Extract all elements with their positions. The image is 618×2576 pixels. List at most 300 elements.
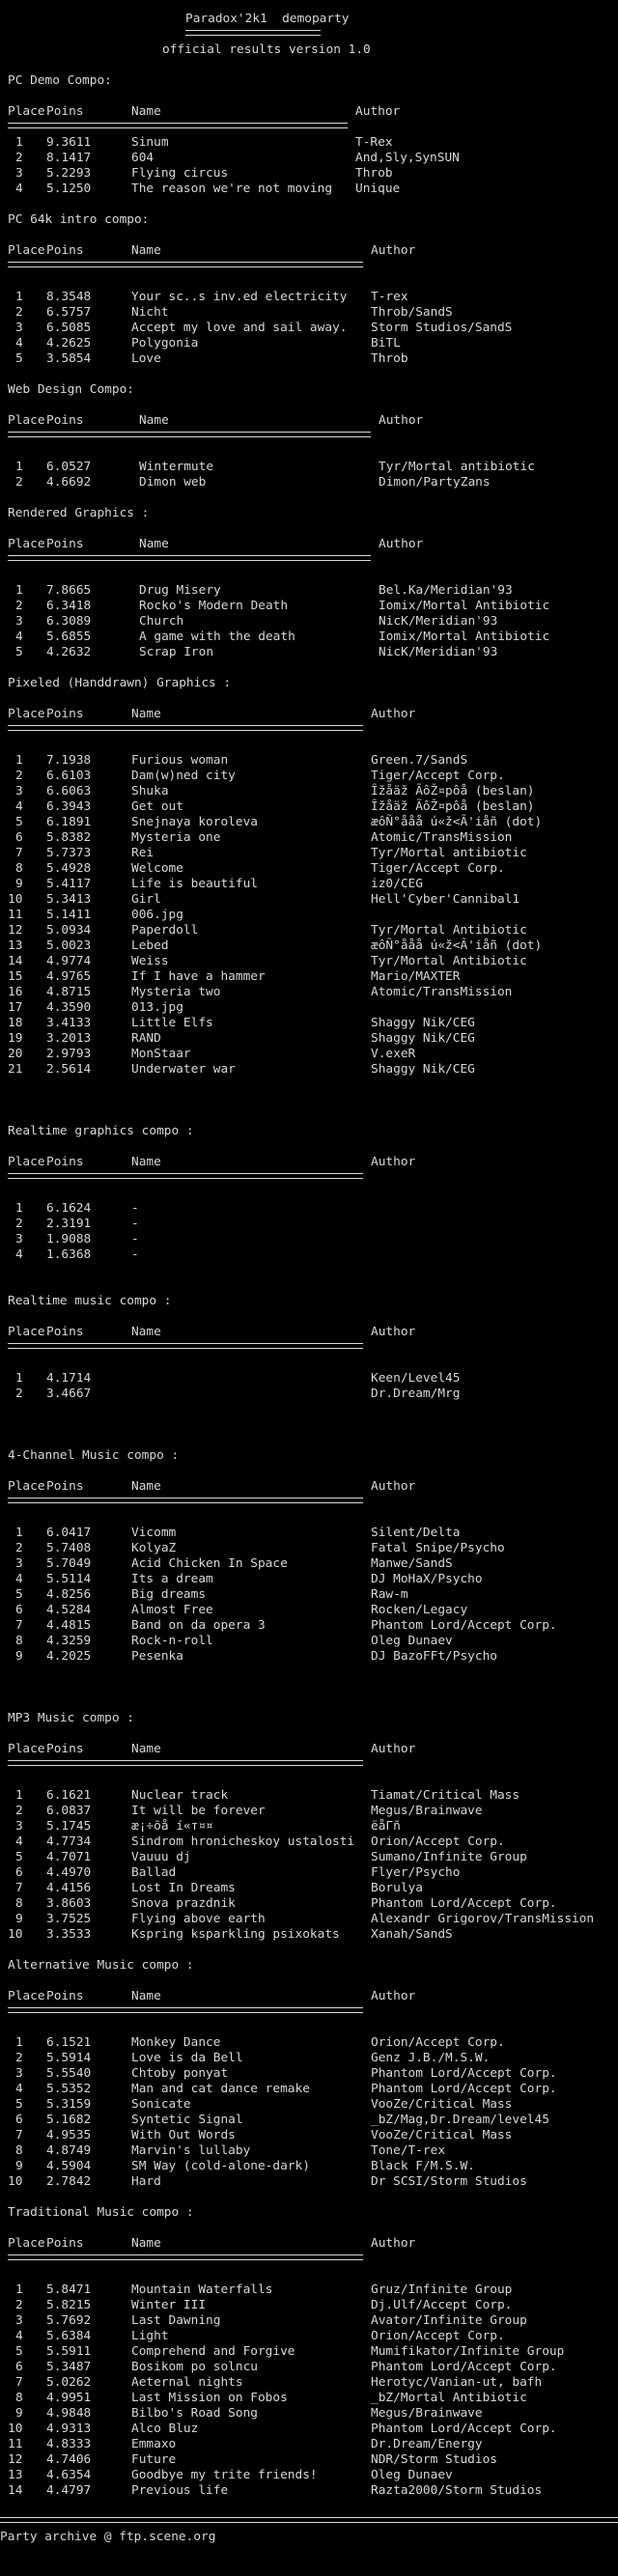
result-place: 10 (8, 1927, 23, 1942)
compo-title: PC Demo Compo: (8, 73, 112, 88)
result-row (8, 1247, 618, 1263)
result-row (8, 2082, 618, 2097)
result-row (8, 182, 618, 197)
result-row (8, 1927, 618, 1943)
result-row (8, 2422, 618, 2437)
result-author: Throb/SandS (371, 305, 453, 320)
result-author: Hell'Cyber'Cannibal1 (371, 892, 520, 907)
result-points: 5.4928 (46, 861, 92, 876)
result-points: 5.5540 (46, 2066, 92, 2081)
compo-list (8, 73, 618, 2514)
result-author: Dr.Dream/Energy (371, 2437, 483, 2451)
result-row (8, 1062, 618, 1078)
table-header-row (8, 1479, 618, 1495)
compo-title-row (8, 2205, 618, 2221)
result-place: 1 (15, 1526, 23, 1540)
column-header: Poins (46, 1989, 84, 2003)
result-row (8, 1232, 618, 1247)
column-header: Author (379, 413, 424, 428)
result-row (8, 1541, 618, 1556)
header-rule (8, 262, 363, 267)
result-points: 6.6063 (46, 784, 92, 798)
compo-section (8, 73, 618, 212)
result-entry-name: Light (131, 2329, 169, 2343)
column-header: Poins (46, 2236, 84, 2251)
result-place: 9 (15, 1649, 23, 1664)
result-row (8, 2344, 618, 2360)
result-author: VooZe/Critical Mass (371, 2128, 513, 2142)
column-header: Author (371, 243, 416, 258)
result-entry-name: Flying above earth (131, 1912, 266, 1926)
result-author: Îžåäž ÃôŽ¤pôå (beslan) (371, 799, 535, 814)
compo-title: Alternative Music compo : (8, 1958, 194, 1973)
result-author: DJ MoHaX/Psycho (371, 1572, 483, 1586)
result-row (8, 892, 618, 908)
result-place: 8 (15, 2391, 23, 2405)
result-entry-name: Sindrom hronicheskoy ustalosti (131, 1834, 355, 1849)
result-row (8, 969, 618, 985)
result-author: Oleg Dunaev (371, 2468, 453, 2482)
result-row (8, 1572, 618, 1587)
result-points: 6.1624 (46, 1201, 92, 1216)
column-header: Poins (46, 707, 84, 721)
result-author: Tyr/Mortal Antibiotic (371, 923, 527, 938)
table-header-row (8, 243, 618, 259)
result-points: 5.5914 (46, 2051, 92, 2065)
result-place: 21 (8, 1062, 23, 1077)
result-points: 3.3533 (46, 1927, 92, 1942)
result-entry-name: Monkey Dance (131, 2035, 221, 2050)
compo-title-row (8, 506, 618, 521)
result-points: 1.6368 (46, 1247, 92, 1262)
result-points: 5.0023 (46, 938, 92, 953)
result-row (8, 1634, 618, 1649)
result-row (8, 1031, 618, 1047)
result-row (8, 1016, 618, 1031)
result-author: Phantom Lord/Accept Corp. (371, 2422, 557, 2436)
result-place: 2 (15, 151, 23, 165)
result-author: Phantom Lord/Accept Corp. (371, 1896, 557, 1911)
result-entry-name: Mysteria one (131, 830, 221, 845)
result-place: 3 (15, 2313, 23, 2328)
footer-row (0, 2530, 618, 2545)
result-row (8, 877, 618, 892)
header-rule-row (8, 1340, 618, 1356)
column-header: Poins (46, 1325, 84, 1339)
result-place: 2 (15, 1217, 23, 1231)
result-author: iz0/CEG (371, 877, 423, 891)
result-entry-name: Life is beautiful (131, 877, 258, 891)
result-place: 8 (15, 861, 23, 876)
result-place: 11 (8, 2437, 23, 2451)
result-author: Unique (355, 182, 401, 196)
header-rule (8, 555, 371, 561)
table-header-row (8, 1989, 618, 2004)
column-header: Author (371, 2236, 416, 2251)
result-points: 3.4133 (46, 1016, 92, 1030)
result-row (8, 1371, 618, 1386)
result-row (8, 166, 618, 182)
result-points: 4.2025 (46, 1649, 92, 1664)
table-header-row (8, 413, 618, 429)
result-place: 2 (15, 475, 23, 490)
result-points: 4.4970 (46, 1865, 92, 1880)
column-header: Place (8, 1479, 45, 1494)
column-header: Poins (46, 537, 84, 551)
result-place: 1 (15, 460, 23, 474)
result-author: Tiamat/Critical Mass (371, 1788, 520, 1803)
result-author: Genz J.B./M.S.W. (371, 2051, 491, 2065)
result-place: 5 (15, 1850, 23, 1864)
result-row (8, 1386, 618, 1402)
result-points: 5.0934 (46, 923, 92, 938)
compo-section (8, 382, 618, 506)
compo-title-row (8, 1294, 618, 1309)
result-row (8, 908, 618, 923)
result-row (8, 460, 618, 475)
compo-section (8, 212, 618, 382)
result-author: V.exeR (371, 1047, 416, 1061)
result-author: _bZ/Mag,Dr.Dream/level45 (371, 2113, 549, 2127)
result-place: 7 (15, 2128, 23, 2142)
column-header: Name (131, 2236, 161, 2251)
footer-rule (0, 2517, 618, 2523)
column-header: Poins (46, 1155, 84, 1169)
result-place: 1 (15, 1371, 23, 1386)
result-place: 4 (15, 2329, 23, 2343)
result-author: Xanah/SandS (371, 1927, 453, 1942)
result-row (8, 1649, 618, 1665)
result-row (8, 2159, 618, 2174)
result-points: 5.7408 (46, 1541, 92, 1555)
column-header: Poins (46, 1742, 84, 1756)
result-row (8, 614, 618, 630)
header-rule-row (8, 1757, 618, 1773)
result-points: 8.3548 (46, 290, 92, 304)
table-header-row (8, 537, 618, 552)
result-place: 6 (15, 1865, 23, 1880)
column-header: Name (131, 1155, 161, 1169)
result-points: 7.8665 (46, 583, 92, 598)
result-author: Phantom Lord/Accept Corp. (371, 2360, 557, 2374)
result-points: 1.9088 (46, 1232, 92, 1246)
result-author: NDR/Storm Studios (371, 2452, 497, 2467)
result-place: 6 (15, 830, 23, 845)
result-author: Dimon/PartyZans (379, 475, 491, 490)
result-points: 4.8256 (46, 1587, 92, 1602)
result-points: 6.3943 (46, 799, 92, 814)
result-entry-name: MonStaar (131, 1047, 191, 1061)
result-points: 4.3590 (46, 1000, 92, 1015)
result-place: 1 (15, 290, 23, 304)
table-header-row (8, 1325, 618, 1340)
result-entry-name: The reason we're not moving (131, 182, 333, 196)
result-points: 2.9793 (46, 1047, 92, 1061)
column-header: Author (371, 1479, 416, 1494)
compo-title-row (8, 1711, 618, 1726)
column-header: Author (379, 537, 424, 551)
column-header: Author (371, 707, 416, 721)
result-points: 4.8333 (46, 2437, 92, 2451)
header-rule-row (8, 429, 618, 444)
result-points: 5.3159 (46, 2097, 92, 2112)
result-points: 5.3487 (46, 2360, 92, 2374)
result-row (8, 135, 618, 151)
result-row (8, 1819, 618, 1834)
result-place: 13 (8, 2468, 23, 2482)
compo-title-row (8, 1124, 618, 1139)
compo-title: PC 64k intro compo: (8, 212, 150, 227)
result-row (8, 861, 618, 877)
result-row (8, 599, 618, 614)
result-place: 5 (15, 351, 23, 366)
result-entry-name: Aeternal nights (131, 2375, 243, 2390)
result-row (8, 2143, 618, 2159)
result-author: Îžåäž ÃôŽ¤pôå (beslan) (371, 784, 535, 798)
result-entry-name: Scrap Iron (139, 645, 214, 659)
compo-section (8, 1958, 618, 2205)
result-points: 4.3259 (46, 1634, 92, 1648)
result-points: 5.6384 (46, 2329, 92, 2343)
result-row (8, 769, 618, 784)
column-header: Place (8, 243, 45, 258)
result-author: Orion/Accept Corp. (371, 2035, 505, 2050)
compo-title: Traditional Music compo : (8, 2205, 194, 2220)
result-author: Throb (355, 166, 393, 181)
result-entry-name: Marvin's lullaby (131, 2143, 251, 2158)
result-row (8, 985, 618, 1000)
header-rule-row (8, 1170, 618, 1186)
result-row (8, 1556, 618, 1572)
result-place: 2 (15, 769, 23, 783)
result-points: 6.0527 (46, 460, 92, 474)
result-place: 3 (15, 166, 23, 181)
result-place: 16 (8, 985, 23, 999)
result-place: 7 (15, 1881, 23, 1895)
result-place: 19 (8, 1031, 23, 1046)
compo-section (8, 1448, 618, 1711)
result-author: Dr.Dream/Mrg (371, 1386, 461, 1401)
result-entry-name: KolyaZ (131, 1541, 177, 1555)
result-entry-name: Lost In Dreams (131, 1881, 236, 1895)
result-entry-name: Polygonia (131, 336, 199, 350)
result-entry-name: Pesenka (131, 1649, 183, 1664)
result-points: 3.5854 (46, 351, 92, 366)
result-entry-name: SM Way (cold-alone-dark) (131, 2159, 310, 2173)
result-place: 4 (15, 1572, 23, 1586)
result-entry-name: Mysteria two (131, 985, 221, 999)
result-author: Atomic/TransMission (371, 830, 513, 845)
result-points: 5.1250 (46, 182, 92, 196)
result-entry-name: Winter III (131, 2298, 207, 2312)
result-place: 3 (15, 2066, 23, 2081)
column-header: Author (371, 1325, 416, 1339)
result-row (8, 351, 618, 367)
title-underline-row (8, 27, 618, 42)
result-entry-name: Almost Free (131, 1603, 213, 1617)
result-entry-name: Little Elfs (131, 1016, 213, 1030)
result-row (8, 630, 618, 645)
column-header: Place (8, 413, 45, 428)
result-points: 5.5114 (46, 1572, 92, 1586)
result-author: Mario/MAXTER (371, 969, 461, 984)
party-title: Paradox'2k1 demoparty (185, 12, 350, 26)
result-entry-name: 006.jpg (131, 908, 183, 922)
result-points: 5.5352 (46, 2082, 92, 2096)
result-entry-name: - (131, 1217, 139, 1231)
column-header: Name (131, 707, 161, 721)
result-place: 12 (8, 2452, 23, 2467)
result-points: 5.6855 (46, 630, 92, 644)
result-points: 6.3418 (46, 599, 92, 613)
result-points: 5.5911 (46, 2344, 92, 2359)
result-place: 7 (15, 1618, 23, 1633)
result-place: 4 (15, 799, 23, 814)
result-author: Iomix/Mortal Antibiotic (379, 630, 550, 644)
result-entry-name: RAND (131, 1031, 161, 1046)
compo-title: Pixeled (Handdrawn) Graphics : (8, 676, 232, 690)
column-header: Place (8, 537, 45, 551)
result-author: Tyr/Mortal antibiotic (371, 846, 527, 860)
result-entry-name: Snejnaya koroleva (131, 815, 258, 829)
result-row (8, 2468, 618, 2483)
column-header: Place (8, 707, 45, 721)
compo-title: Realtime graphics compo : (8, 1124, 194, 1138)
result-author: Tone/T-rex (371, 2143, 446, 2158)
result-points: 5.0262 (46, 2375, 92, 2390)
result-place: 4 (15, 630, 23, 644)
compo-section (8, 1294, 618, 1448)
result-place: 8 (15, 1896, 23, 1911)
result-row (8, 2437, 618, 2452)
result-entry-name: Chtoby ponyat (131, 2066, 229, 2081)
result-row (8, 2329, 618, 2344)
result-place: 5 (15, 645, 23, 659)
result-entry-name: Nicht (131, 305, 169, 320)
result-entry-name: Drug Misery (139, 583, 221, 598)
result-place: 5 (15, 2344, 23, 2359)
result-row (8, 815, 618, 830)
result-entry-name: Get out (131, 799, 183, 814)
result-place: 4 (15, 336, 23, 350)
result-row (8, 151, 618, 166)
result-points: 4.2632 (46, 645, 92, 659)
result-points: 9.3611 (46, 135, 92, 150)
result-author: Keen/Level45 (371, 1371, 461, 1386)
header-rule-row (8, 2004, 618, 2020)
result-row (8, 321, 618, 336)
result-place: 3 (15, 1232, 23, 1246)
result-author: Orion/Accept Corp. (371, 1834, 505, 1849)
column-header: Poins (46, 104, 84, 119)
compo-title: Realtime music compo : (8, 1294, 172, 1308)
result-row (8, 2113, 618, 2128)
result-points: 6.5085 (46, 321, 92, 335)
result-entry-name: Band on da opera 3 (131, 1618, 266, 1633)
compo-title-row (8, 382, 618, 398)
result-place: 4 (15, 1247, 23, 1262)
result-row (8, 2174, 618, 2190)
result-entry-name: Your sc..s inv.ed electricity (131, 290, 348, 304)
result-author: Silent/Delta (371, 1526, 461, 1540)
header-rule (8, 2007, 363, 2013)
table-header-row (8, 104, 618, 120)
result-author: Phantom Lord/Accept Corp. (371, 2066, 557, 2081)
result-row (8, 2452, 618, 2468)
result-entry-name: Kspring ksparkling psixokats (131, 1927, 340, 1942)
header-rule-row (8, 1495, 618, 1510)
result-points: 5.8471 (46, 2282, 92, 2297)
result-points: 6.1521 (46, 2035, 92, 2050)
result-entry-name: Comprehend and Forgive (131, 2344, 295, 2359)
result-author: Sumano/Infinite Group (371, 1850, 527, 1864)
result-author: Shaggy Nik/CEG (371, 1016, 475, 1030)
result-row (8, 2483, 618, 2499)
result-row (8, 1834, 618, 1850)
result-row (8, 1526, 618, 1541)
result-row (8, 799, 618, 815)
result-row (8, 336, 618, 351)
result-place: 20 (8, 1047, 23, 1061)
header-rule (8, 1173, 363, 1179)
header-rule (8, 123, 348, 128)
result-row (8, 1881, 618, 1896)
result-points: 4.8749 (46, 2143, 92, 2158)
result-row (8, 938, 618, 954)
result-entry-name: Love (131, 351, 161, 366)
result-author: Tiger/Accept Corp. (371, 861, 505, 876)
result-entry-name: Mountain Waterfalls (131, 2282, 273, 2297)
result-points: 2.5614 (46, 1062, 92, 1077)
result-place: 2 (15, 305, 23, 320)
result-points: 6.3089 (46, 614, 92, 629)
result-row (8, 2391, 618, 2406)
result-author: Tiger/Accept Corp. (371, 769, 505, 783)
result-author: NicK/Meridian'93 (379, 614, 498, 629)
column-header: Name (131, 1325, 161, 1339)
result-entry-name: Emmaxo (131, 2437, 177, 2451)
result-row (8, 1587, 618, 1603)
result-points: 4.6354 (46, 2468, 92, 2482)
result-points: 2.7842 (46, 2174, 92, 2189)
result-place: 5 (15, 1587, 23, 1602)
compo-section (8, 1124, 618, 1294)
result-entry-name: Previous life (131, 2483, 229, 2498)
result-points: 5.1411 (46, 908, 92, 922)
result-row (8, 784, 618, 799)
column-header: Poins (46, 1479, 84, 1494)
result-entry-name: Furious woman (131, 753, 229, 768)
result-author: æôÑ°ååå ú«ž<Ã'iåñ (dot) (371, 815, 543, 829)
result-entry-name: If I have a hammer (131, 969, 266, 984)
result-place: 18 (8, 1016, 23, 1030)
header-rule (8, 1343, 363, 1349)
column-header: Name (139, 537, 169, 551)
result-row (8, 753, 618, 769)
result-place: 3 (15, 321, 23, 335)
result-author: Raw-m (371, 1587, 408, 1602)
column-header: Poins (46, 243, 84, 258)
result-author: NicK/Meridian'93 (379, 645, 498, 659)
result-entry-name: Vauuu dj (131, 1850, 191, 1864)
result-place: 2 (15, 2051, 23, 2065)
result-points: 6.0417 (46, 1526, 92, 1540)
result-author: Mumifikator/Infinite Group (371, 2344, 565, 2359)
column-header: Name (131, 1479, 161, 1494)
result-points: 3.2013 (46, 1031, 92, 1046)
result-author: Manwe/SandS (371, 1556, 453, 1571)
result-entry-name: With Out Words (131, 2128, 236, 2142)
